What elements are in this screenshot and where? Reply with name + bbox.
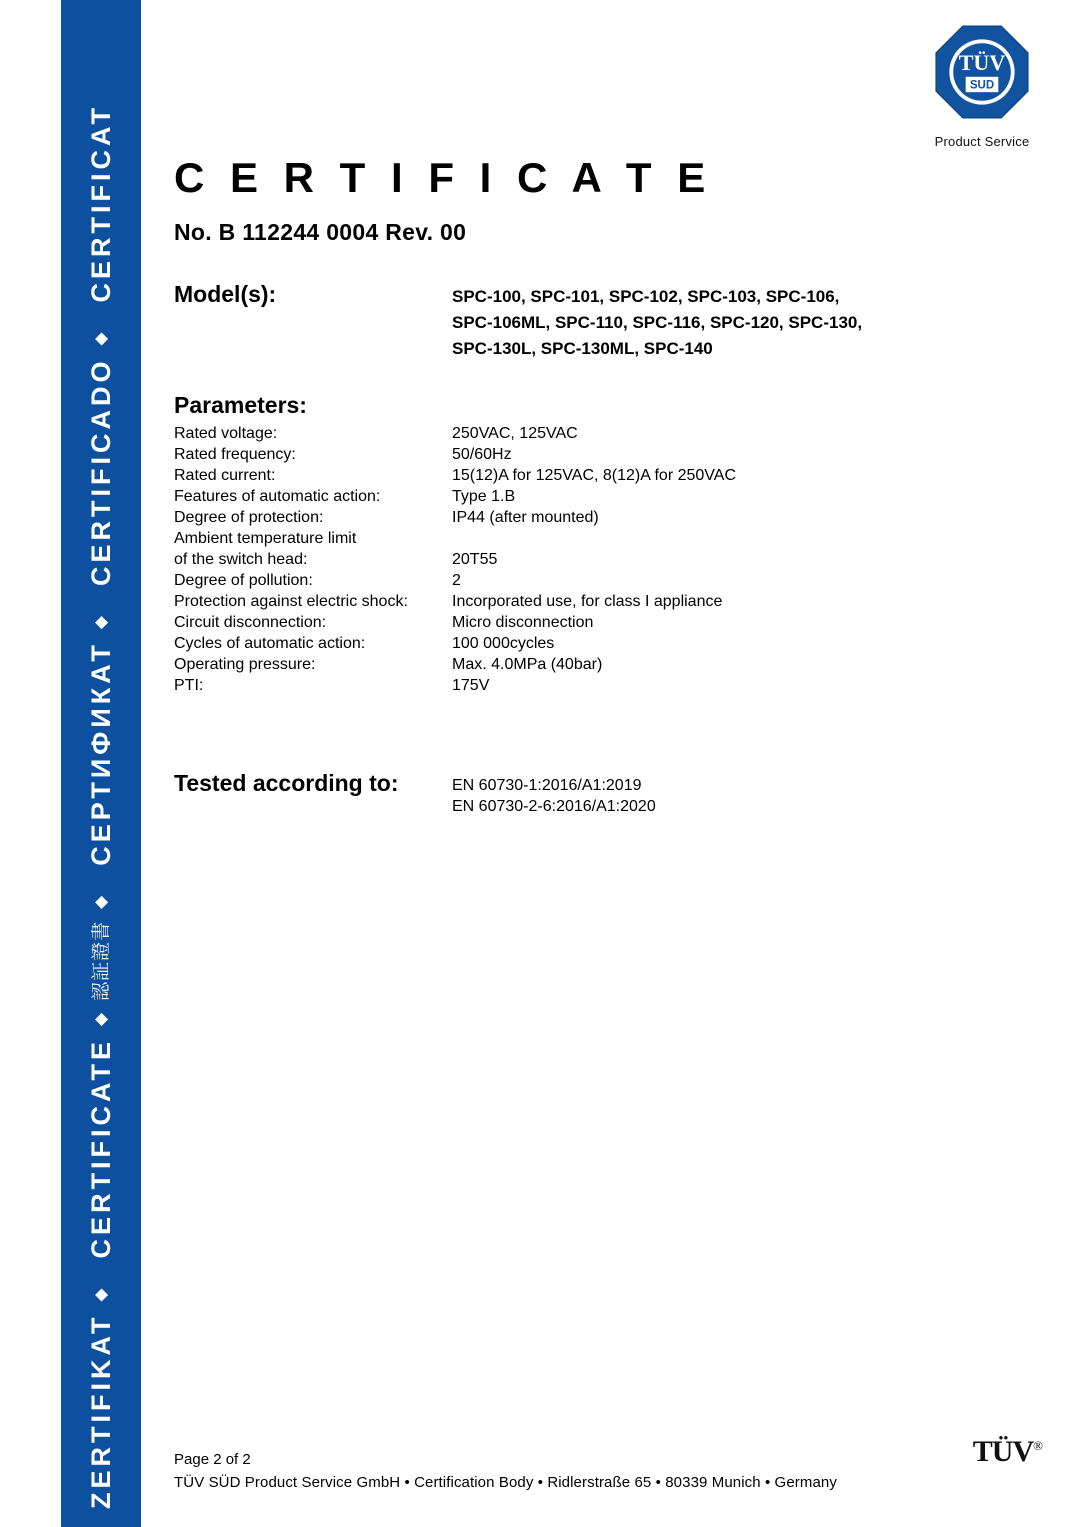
diamond-icon: ◆: [91, 332, 110, 346]
parameters-label: Parameters:: [174, 392, 307, 419]
parameter-key: Rated current:: [174, 467, 276, 485]
parameter-row: [174, 444, 904, 465]
parameter-row: [174, 486, 904, 507]
parameter-value: [452, 528, 904, 549]
parameter-value: IP44 (after mounted): [452, 509, 599, 527]
band-word-certificado: CERTIFICADO: [86, 357, 116, 587]
diamond-icon: ◆: [91, 616, 110, 630]
tuv-sud-logo: [922, 24, 1042, 149]
tuv-sud-octagon-icon: [934, 24, 1030, 120]
certificate-number: No. B 112244 0004 Rev. 00: [174, 219, 467, 246]
parameter-row: [174, 549, 904, 570]
parameter-value: Incorporated use, for class I appliance: [452, 593, 723, 611]
models-label: Model(s):: [174, 281, 277, 308]
parameter-value: 175V: [452, 677, 490, 695]
parameter-value: Type 1.B: [452, 488, 516, 506]
tuv-trademark: [973, 1435, 1042, 1469]
logo-caption: Product Service: [934, 134, 1030, 149]
parameter-key: Circuit disconnection:: [174, 614, 327, 632]
side-language-band: [61, 0, 141, 1527]
parameter-row: [174, 528, 904, 549]
parameter-value: 50/60Hz: [452, 446, 512, 464]
band-word-certificate: CERTIFICATE: [86, 1037, 116, 1259]
parameters-table: [174, 423, 904, 696]
band-word-zertifikat: ZERTIFIKAT: [86, 1313, 116, 1509]
footer-address: TÜV SÜD Product Service GmbH • Certification Body • Ridlerstraße 65 • 80339 Munich • Germany: [174, 1474, 837, 1491]
band-word-certificat: CERTIFICAT: [86, 103, 116, 303]
parameter-key: Cycles of automatic action:: [174, 635, 366, 653]
parameter-key: Features of automatic action:: [174, 488, 381, 506]
side-language-band-text: [61, 0, 141, 1527]
models-line: SPC-106ML, SPC-110, SPC-116, SPC-120, SPC-130,: [452, 313, 863, 333]
band-word-sertifikat: СЕРТИФИКАТ: [86, 641, 116, 866]
parameter-key: Degree of pollution:: [174, 572, 313, 590]
parameter-key: Degree of protection:: [174, 509, 324, 527]
parameter-key: Rated frequency:: [174, 446, 296, 464]
parameter-key: Operating pressure:: [174, 656, 316, 674]
parameter-key: of the switch head:: [174, 551, 308, 569]
parameter-row: [174, 423, 904, 444]
svg-text:SUD: SUD: [969, 79, 995, 92]
tuv-trademark-text: TÜV: [972, 1435, 1034, 1468]
band-word-cjk: 認証證書: [90, 920, 112, 1001]
tested-standards: [452, 770, 656, 817]
parameter-row: [174, 654, 904, 675]
page-footer: [174, 1451, 904, 1491]
parameter-row: [174, 633, 904, 654]
tested-label: Tested according to:: [174, 770, 399, 797]
parameter-value: Micro disconnection: [452, 614, 594, 632]
parameter-row: [174, 612, 904, 633]
page-title: C E R T I F I C A T E: [174, 154, 713, 201]
parameter-row: [174, 507, 904, 528]
parameter-value: 20T55: [452, 551, 498, 569]
parameter-row: [174, 465, 904, 486]
diamond-icon: ◆: [91, 1288, 110, 1302]
svg-text:TÜV: TÜV: [958, 50, 1006, 76]
models-line: SPC-100, SPC-101, SPC-102, SPC-103, SPC-106,: [452, 287, 840, 307]
models-value: [452, 280, 862, 362]
page-number: Page 2 of 2: [174, 1451, 251, 1468]
parameter-row: [174, 675, 904, 696]
registered-icon: ®: [1033, 1438, 1042, 1453]
parameter-key: Protection against electric shock:: [174, 593, 408, 611]
models-line: SPC-130L, SPC-130ML, SPC-140: [452, 339, 713, 359]
standard-line: EN 60730-1:2016/A1:2019: [452, 777, 642, 795]
standard-line: EN 60730-2-6:2016/A1:2020: [452, 798, 656, 816]
parameter-key: PTI:: [174, 677, 204, 695]
certificate-content: [174, 0, 904, 817]
parameter-row: [174, 570, 904, 591]
tested-according-to-section: [174, 770, 904, 817]
parameter-value: Max. 4.0MPa (40bar): [452, 656, 603, 674]
parameter-key: Rated voltage:: [174, 425, 278, 443]
diamond-icon: ◆: [91, 1012, 110, 1026]
parameter-value: 250VAC, 125VAC: [452, 425, 578, 443]
parameter-key: Ambient temperature limit: [174, 530, 357, 548]
models-section: [174, 280, 904, 362]
parameter-value: 100 000cycles: [452, 635, 555, 653]
parameter-value: 15(12)A for 125VAC, 8(12)A for 250VAC: [452, 467, 737, 485]
parameter-value: 2: [452, 572, 461, 590]
diamond-icon: ◆: [91, 895, 110, 909]
parameter-row: [174, 591, 904, 612]
